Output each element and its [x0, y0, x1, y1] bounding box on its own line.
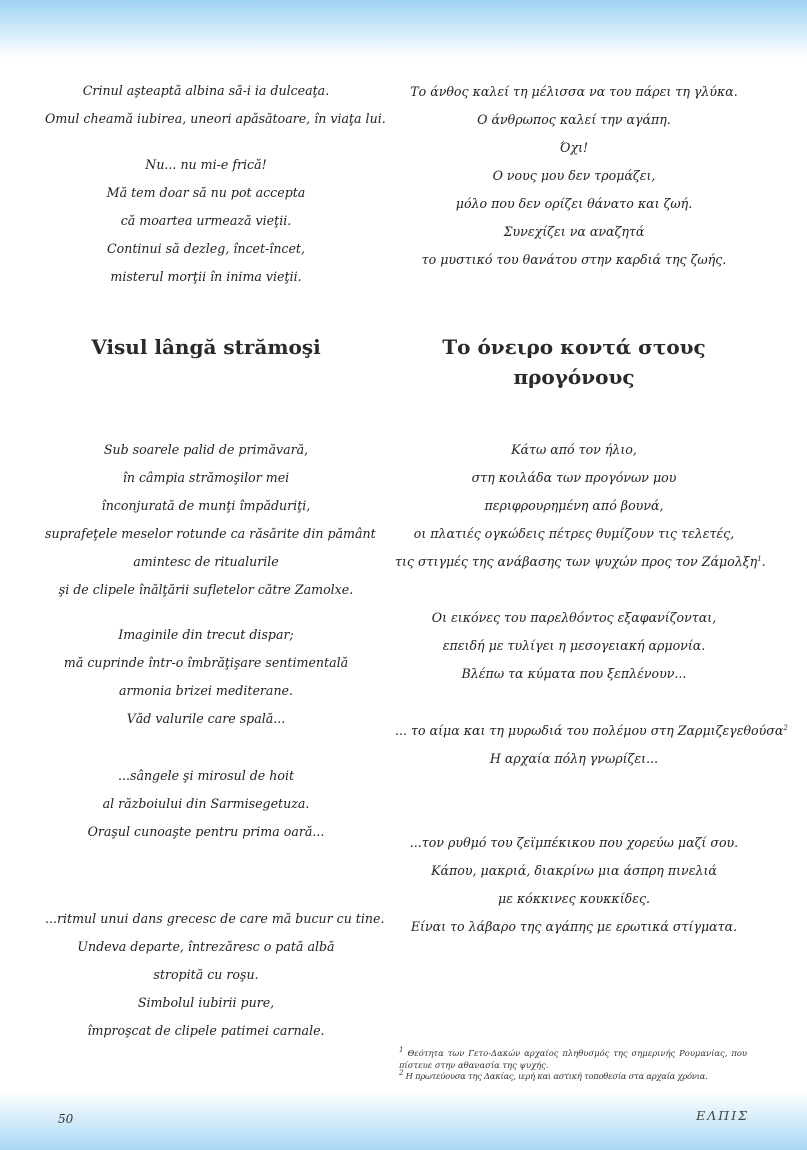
verse-line: Nu... nu mi-e frică! [145, 157, 267, 172]
verse-line: στη κοιλάδα των προγόνων μου [471, 470, 677, 485]
verse-line: că moartea urmează vieţii. [120, 213, 292, 228]
magazine-name: ΕΛΠΙΣ [696, 1108, 749, 1123]
left-intro-stanza-2 [45, 151, 367, 291]
verse-line: împroşcat de clipele patimei carnale. [87, 1023, 325, 1038]
verse-line: Simbolul iubirii pure, [137, 995, 275, 1010]
verse-line: ...sângele şi mirosul de hoit [117, 768, 295, 783]
verse-line-with-footnote [395, 717, 788, 745]
verse-line: armonia brizei mediterane. [118, 683, 294, 698]
verse-line: amintesc de ritualurile [133, 554, 279, 569]
verse-line: Η αρχαία πόλη γνωρίζει... [489, 751, 659, 766]
verse-line: Văd valurile care spală... [126, 711, 286, 726]
verse-line: Κάπου, μακριά, διακρίνω μια άσπρη πινελιά [431, 863, 717, 878]
verse-line: Όχι! [559, 140, 589, 155]
verse-line: misterul morţii în inima vieţii. [110, 269, 302, 284]
page-number: 50 [58, 1112, 74, 1126]
right-intro-stanza [395, 78, 753, 274]
verse-line: Βλέπω τα κύματα που ξεπλένουν... [461, 666, 687, 681]
left-stanza-3 [45, 762, 367, 846]
verse-text: τις στιγμές της ανάβασης των ψυχών προς τον Ζάμολξη [395, 554, 758, 569]
verse-line: Crinul aşteaptă albina să-i ia dulceaţa. [82, 83, 330, 98]
verse-line-with-footnote [395, 548, 766, 576]
verse-line: οι πλατιές ογκώδεις πέτρες θυμίζουν τις τελετές, [413, 526, 735, 541]
verse-text: ... το αίμα και τη μυρωδιά του πολέμου στη Ζαρμιζεγεθούσα [395, 723, 784, 738]
verse-line: Ο νους μου δεν τρομάζει, [492, 168, 656, 183]
verse-line: Συνεχίζει να αναζητά [503, 224, 645, 239]
footnote-text: Θεότητα των Γετο-Δακών αρχαίος πληθυσμός της σημερινής Ρουμανίας, που πίστευε στην αθανασία της ψυχής. [399, 1048, 747, 1070]
footnote-marker: 1 [757, 554, 762, 563]
verse-line: Είναι το λάβαρο της αγάπης με ερωτικά στίγματα. [410, 919, 738, 934]
title-line: Το όνειρο κοντά στους [442, 335, 706, 359]
right-stanza-3 [395, 717, 788, 773]
footnote [399, 1048, 747, 1071]
left-stanza-1 [45, 436, 376, 604]
left-poem-title: Visul lângă strămoşi [91, 335, 321, 359]
verse-line: Sub soarele palid de primăvară, [103, 442, 309, 457]
footnotes [399, 1048, 747, 1083]
verse-line: Κάτω από τον ήλιο, [511, 442, 637, 457]
verse-line: Οι εικόνες του παρελθόντος εξαφανίζονται, [431, 610, 717, 625]
verse-line: Ο άνθρωπος καλεί την αγάπη. [477, 112, 671, 127]
header-gradient-band [0, 0, 807, 58]
verse-line: al războiului din Sarmisegetuza. [102, 796, 310, 811]
verse-line: Omul cheamă iubirea, uneori apăsătoare, în viaţa lui. [45, 111, 386, 126]
verse-line: ...ritmul unui dans grecesc de care mă bucur cu tine. [45, 911, 385, 926]
footer-gradient-band [0, 1092, 807, 1150]
footnote [399, 1071, 747, 1083]
right-stanza-1 [395, 436, 766, 576]
verse-line: ...τον ρυθμό του ζεϊμπέκικου που χορεύω μαζί σου. [409, 835, 739, 850]
verse-line: το μυστικό του θανάτου στην καρδιά της ζωής. [421, 252, 727, 267]
footnote-number: 1 [399, 1046, 404, 1055]
verse-line: επειδή με τυλίγει η μεσογειακή αρμονία. [442, 638, 706, 653]
verse-punctuation: . [761, 554, 766, 569]
right-stanza-2 [395, 604, 753, 688]
verse-line: Imaginile din trecut dispar; [118, 627, 294, 642]
left-stanza-4 [45, 905, 385, 1045]
right-poem-title [395, 332, 753, 392]
verse-line: Undeva departe, întrezăresc o pată albă [77, 939, 335, 954]
verse-line: înconjurată de munţi împăduriţi, [101, 498, 311, 513]
verse-line: Oraşul cunoaşte pentru prima oară... [87, 824, 325, 839]
left-intro-stanza [45, 77, 386, 133]
verse-line: suprafeţele meselor rotunde ca răsărite din pământ [45, 526, 376, 541]
verse-line: şi de clipele înălţării sufletelor către Zamolxe. [58, 582, 354, 597]
verse-line: περιφρουρημένη από βουνά, [484, 498, 664, 513]
left-stanza-2 [45, 621, 367, 733]
verse-line: Mă tem doar să nu pot accepta [106, 185, 306, 200]
footnote-number: 2 [399, 1069, 404, 1078]
verse-line: în câmpia strămoşilor mei [122, 470, 290, 485]
verse-line: με κόκκινες κουκκίδες. [497, 891, 651, 906]
verse-line: Continui să dezleg, încet-încet, [106, 241, 305, 256]
verse-line: stropită cu roşu. [153, 967, 259, 982]
verse-line: μόλο που δεν ορίζει θάνατο και ζωή. [455, 196, 693, 211]
footnote-text: Η πρωτεύουσα της Δακίας, ιερή και αστική τοποθεσία στα αρχαία χρόνια. [405, 1071, 708, 1081]
footnote-marker: 2 [783, 723, 788, 732]
title-line: προγόνους [513, 365, 635, 389]
verse-line: mă cuprinde într-o îmbrăţişare sentimentală [63, 655, 349, 670]
verse-line: Το άνθος καλεί τη μέλισσα να του πάρει τη γλύκα. [410, 84, 738, 99]
right-stanza-4 [395, 829, 753, 941]
